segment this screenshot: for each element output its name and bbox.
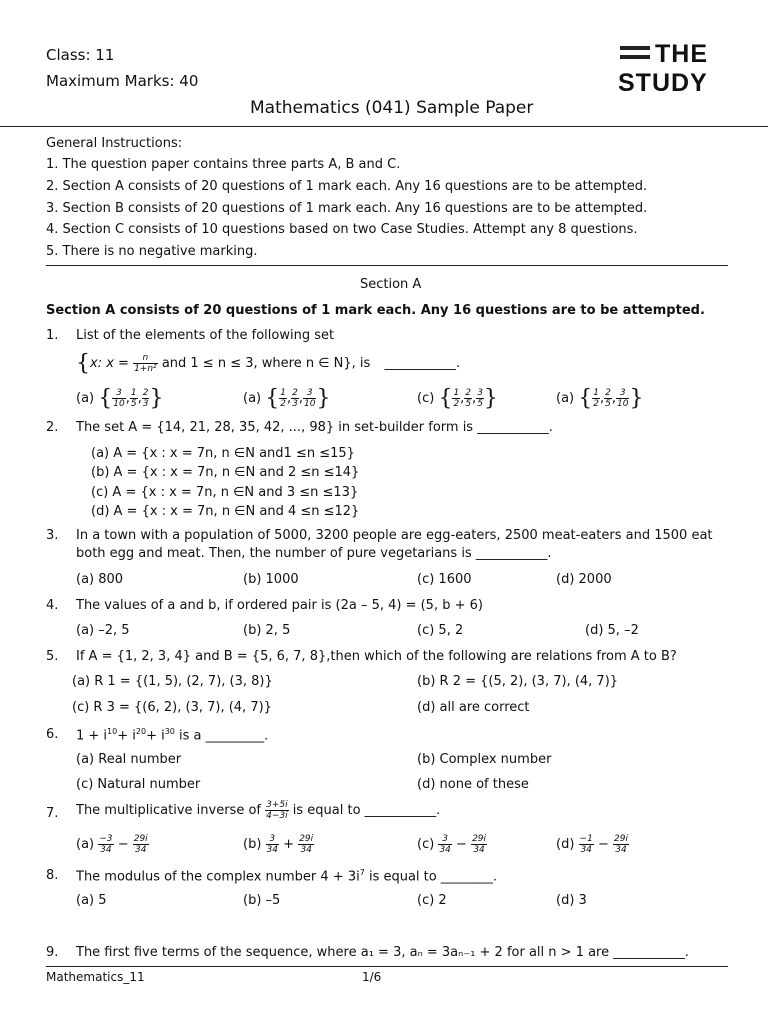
option-d: (d) none of these: [417, 777, 529, 792]
option-b: (b) R 2 = {(5, 2), (3, 7), (4, 7)}: [417, 674, 619, 689]
question-text: both egg and meat. Then, the number of pure vegetarians is ___________.: [76, 546, 552, 561]
page-number: 1/6: [362, 970, 382, 984]
set-prefix: x: x =: [90, 356, 129, 371]
logo-bar-icon: [620, 46, 650, 50]
option-c: (c) Natural number: [76, 777, 201, 792]
option-b: (b) 2, 5: [243, 623, 291, 638]
option-a: (a) Real number: [76, 752, 182, 767]
question-number: 4.: [46, 598, 59, 613]
option-d: (d) 3: [556, 893, 587, 908]
section-subtitle: Section A consists of 20 questions of 1 mark each. Any 16 questions are to be attempted.: [46, 303, 705, 318]
option-b: (b) A = {x : x = 7n, n ∈N and 2 ≤n ≤14}: [91, 465, 360, 480]
option-c: (c) 2: [417, 893, 447, 908]
question-text: In a town with a population of 5000, 3200 people are egg-eaters, 2500 meat-eaters and 1500 eat: [76, 528, 713, 543]
question-text: List of the elements of the following set: [76, 328, 335, 343]
instruction-item: 1. The question paper contains three parts A, B and C.: [46, 157, 401, 172]
question-text: The first five terms of the sequence, where a₁ = 3, aₙ = 3aₙ₋₁ + 2 for all n > 1 are ___________.: [76, 945, 689, 960]
logo-text-the: THE: [655, 40, 708, 68]
section-title: Section A: [360, 277, 422, 292]
fraction: $\frac{n}{\text{1+n²}}$: [134, 353, 157, 374]
option-b: (a) { $\frac{1}{2}$ , $\frac{2}{3}$ , $\frac{3}{10}$ }: [243, 386, 331, 411]
option-d: (d) 2000: [556, 572, 612, 587]
question-number: 9.: [46, 945, 59, 960]
option-b: (b) Complex number: [417, 752, 552, 767]
option-c: (c) { $\frac{1}{2}$ , $\frac{2}{5}$ , $\frac{3}{5}$ }: [417, 386, 498, 411]
option-c: (c) R 3 = {(6, 2), (3, 7), (4, 7)}: [72, 700, 272, 715]
footer-divider: [46, 966, 728, 967]
option-d: (d) $\frac{-1}{34}$ − $\frac{29i}{34}$: [556, 834, 628, 855]
question-number: 2.: [46, 420, 59, 435]
option-a: (a) { $\frac{3}{10}$ , $\frac{1}{5}$ , $\frac{2}{3}$ }: [76, 386, 164, 411]
question-text: The modulus of the complex number $4 + 3i^7$ is equal to ________.: [76, 868, 497, 885]
option-c: (c) $\frac{3}{34}$ − $\frac{29i}{34}$: [417, 834, 487, 855]
option-b: (b) 1000: [243, 572, 299, 587]
option-b: (b) –5: [243, 893, 281, 908]
question-text: The values of a and b, if ordered pair is (2a – 5, 4) = (5, b + 6): [76, 598, 483, 613]
instructions-heading: General Instructions:: [46, 136, 183, 151]
option-a: (a) 5: [76, 893, 107, 908]
logo-bar-icon: [620, 55, 650, 59]
question-number: 6.: [46, 727, 59, 742]
header-divider: [0, 126, 768, 127]
option-d: (d) all are correct: [417, 700, 530, 715]
option-c: (c) 5, 2: [417, 623, 464, 638]
question-number: 3.: [46, 528, 59, 543]
max-marks-label: Maximum Marks: 40: [46, 72, 199, 90]
question-number: 1.: [46, 328, 59, 343]
option-d: (a) { $\frac{1}{2}$ , $\frac{2}{5}$ , $\frac{3}{10}$ }: [556, 386, 644, 411]
footer-subject: Mathematics_11: [46, 970, 145, 984]
instructions-divider: [46, 265, 728, 266]
option-b: (b) $\frac{3}{34}$ + $\frac{29i}{34}$: [243, 834, 314, 855]
option-a: (a) R 1 = {(1, 5), (2, 7), (3, 8)}: [72, 674, 273, 689]
set-expression: {x: x = $\frac{n}{\text{1+n²}}$ and 1 ≤ n ≤ 3, where n ∈ N}, is ___________.: [76, 351, 461, 376]
question-number: 5.: [46, 649, 59, 664]
option-a: (a) $\frac{-3}{34}$ − $\frac{29i}{34}$: [76, 834, 148, 855]
question-text: $1 + i^{10}+ i^{20}+ i^{30}$ is a _________.: [76, 727, 269, 744]
option-d: (d) 5, –2: [585, 623, 639, 638]
answer-blank: ___________.: [384, 356, 461, 371]
question-text: The set A = {14, 21, 28, 35, 42, ..., 98} in set-builder form is ___________.: [76, 420, 553, 435]
option-d: (d) A = {x : x = 7n, n ∈N and 4 ≤n ≤12}: [91, 504, 360, 519]
instruction-item: 4. Section C consists of 10 questions based on two Case Studies. Attempt any 8 questions.: [46, 222, 638, 237]
question-number: 7.: [46, 806, 59, 821]
set-suffix: and 1 ≤ n ≤ 3, where n ∈ N}, is: [161, 356, 371, 371]
instruction-item: 2. Section A consists of 20 questions of 1 mark each. Any 16 questions are to be attempted.: [46, 179, 648, 194]
question-number: 8.: [46, 868, 59, 883]
option-a: (a) A = {x : x = 7n, n ∈N and1 ≤n ≤15}: [91, 446, 355, 461]
class-label: Class: 11: [46, 46, 115, 64]
option-a: (a) –2, 5: [76, 623, 130, 638]
logo-text-study: STUDY: [618, 69, 708, 97]
question-text: If A = {1, 2, 3, 4} and B = {5, 6, 7, 8},then which of the following are relations from A to B?: [76, 649, 677, 664]
instruction-item: 3. Section B consists of 20 questions of 1 mark each. Any 16 questions are to be attempted.: [46, 201, 648, 216]
option-a: (a) 800: [76, 572, 124, 587]
page-title: Mathematics (041) Sample Paper: [250, 98, 534, 118]
instruction-item: 5. There is no negative marking.: [46, 244, 258, 259]
question-text: The multiplicative inverse of $\frac{3+5i}{4-3i}$ is equal to ___________.: [76, 800, 441, 821]
option-c: (c) 1600: [417, 572, 472, 587]
fraction: $\frac{3+5i}{4-3i}$: [266, 800, 288, 821]
option-c: (c) A = {x : x = 7n, n ∈N and 3 ≤n ≤13}: [91, 485, 359, 500]
